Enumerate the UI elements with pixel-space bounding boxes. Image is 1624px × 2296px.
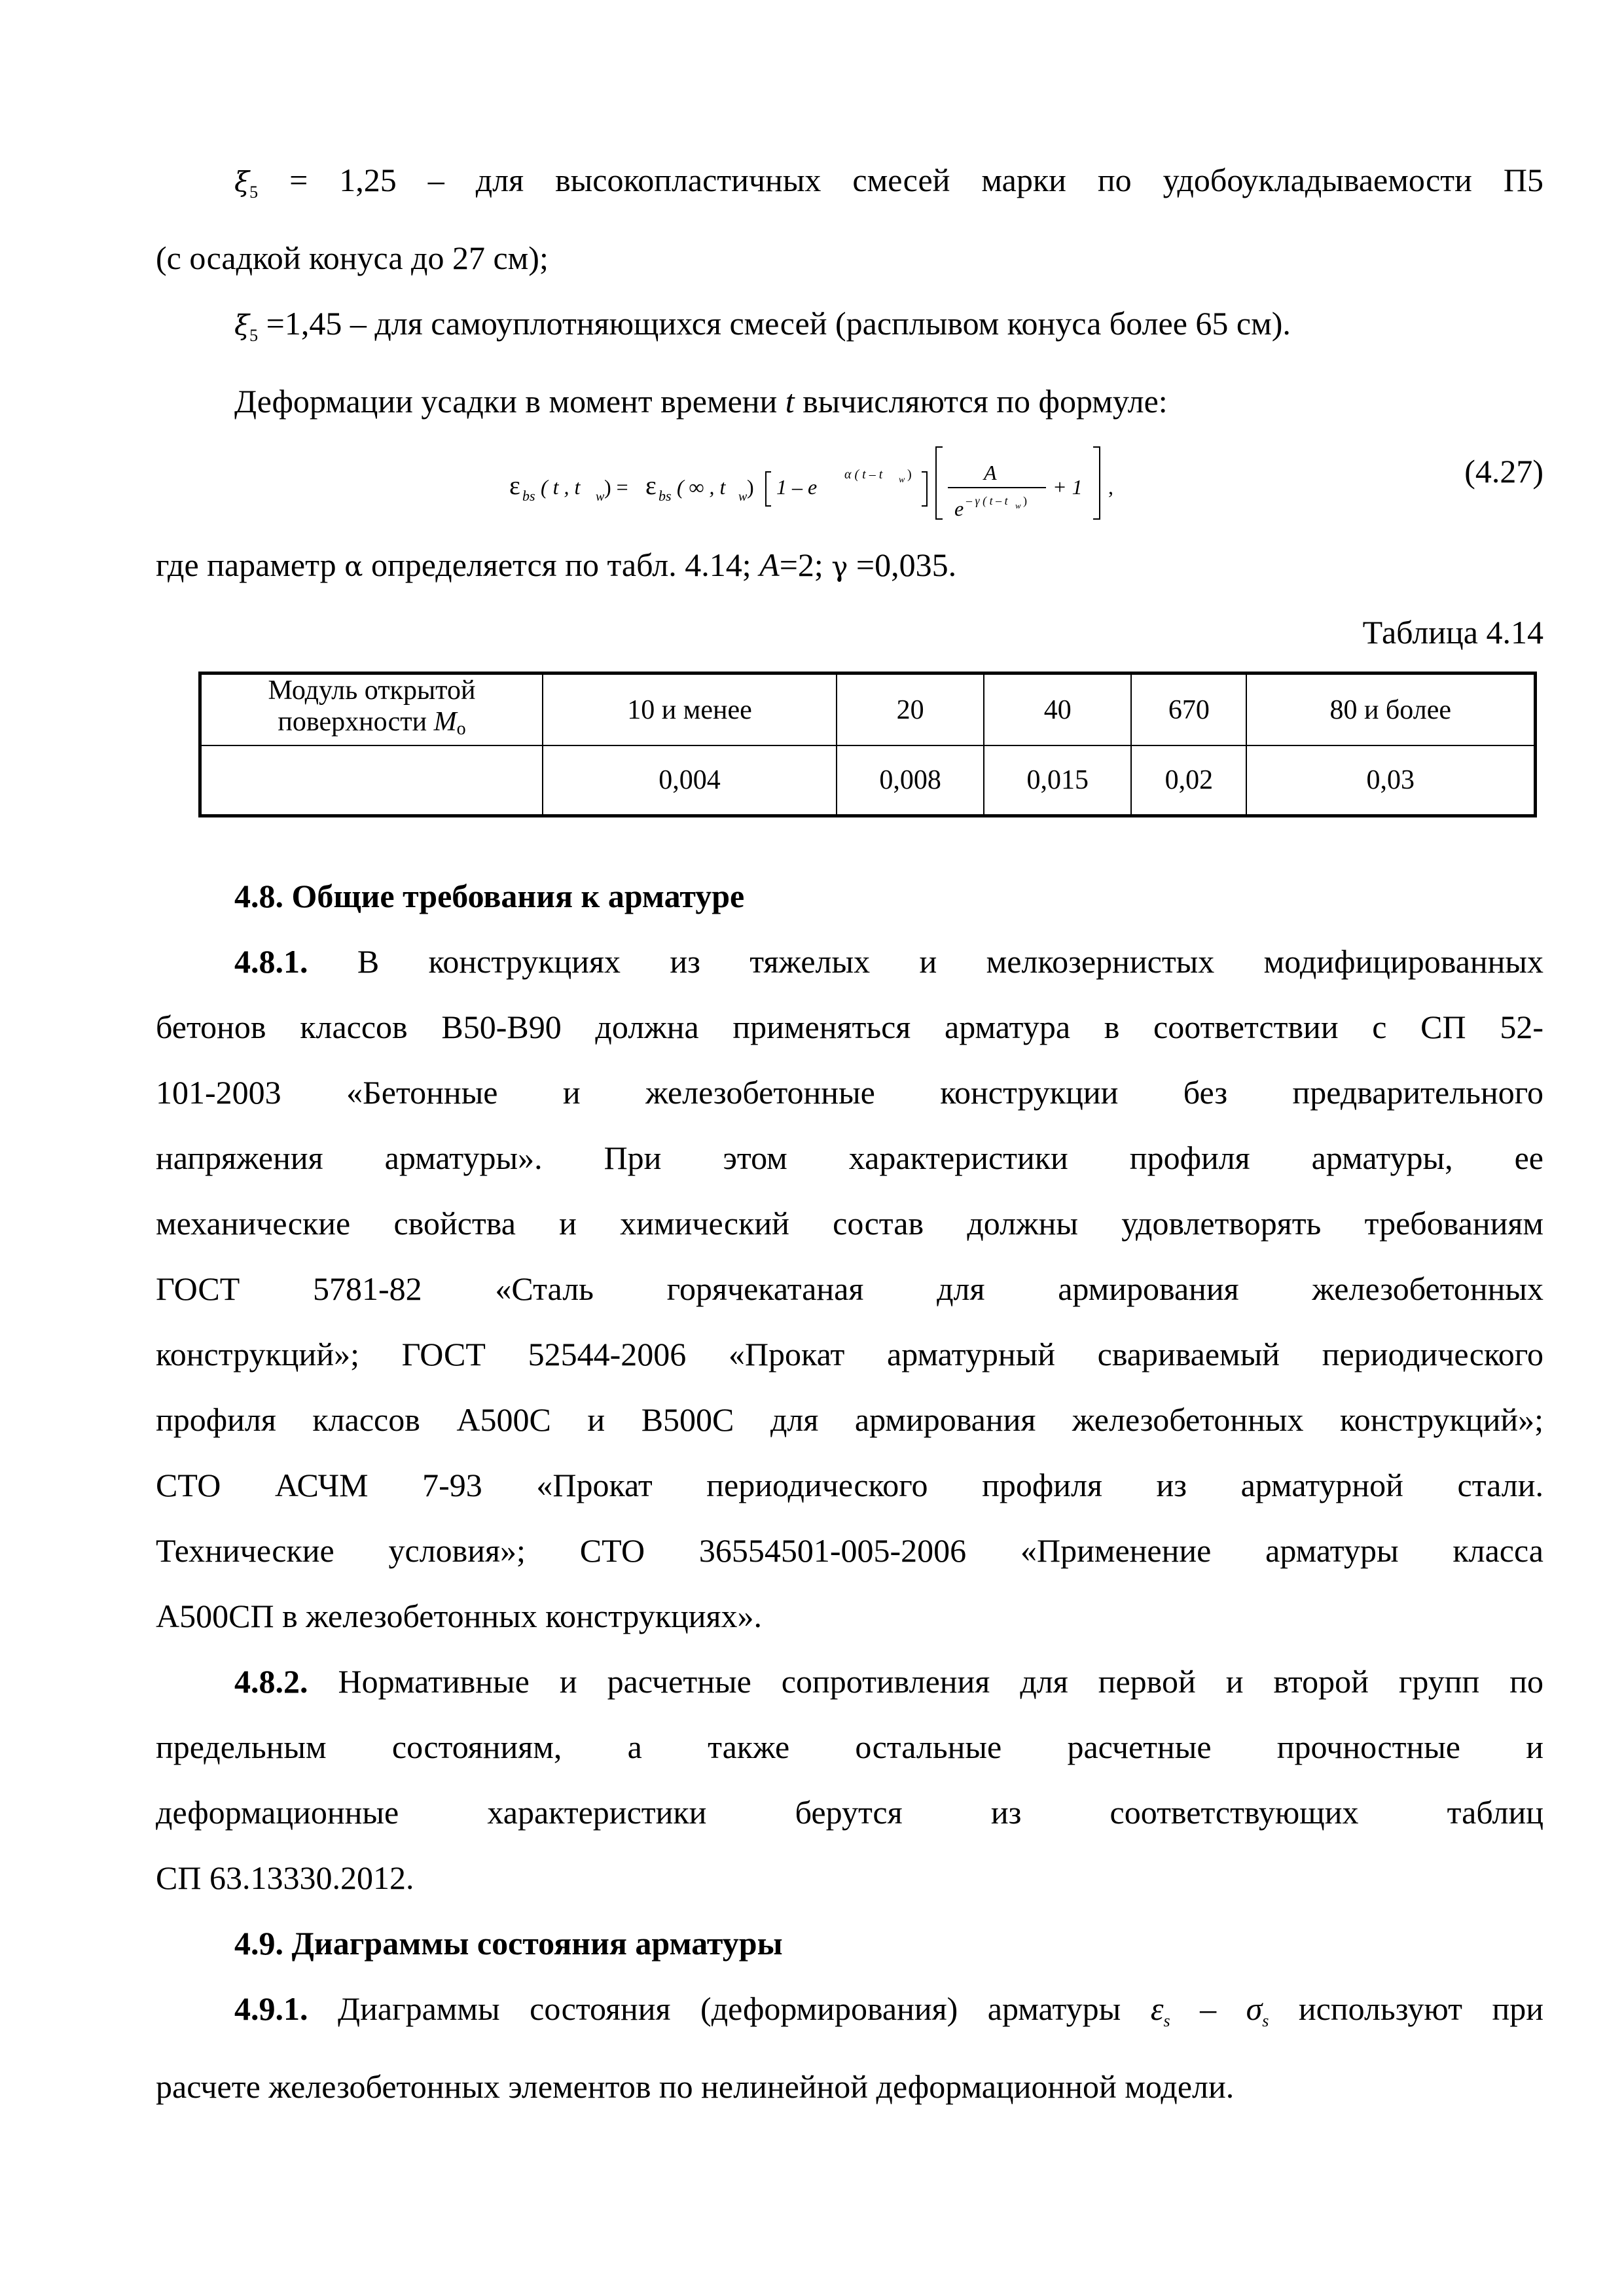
paragraph-shrinkage [156, 368, 1543, 434]
paragraph-line: механические свойства и химический состав должны удовлетворять требованиям [156, 1205, 1543, 1242]
close-paren: ) [747, 475, 754, 499]
one-minus-e: 1 – e [776, 475, 818, 499]
table-cell: 0,004 [543, 745, 837, 816]
clause-number: 4.8.2. [234, 1663, 308, 1700]
table-cell: 40 [984, 673, 1131, 746]
exponent-1: α ( t – t [844, 467, 883, 482]
table-cell: 10 и менее [543, 673, 837, 746]
line-text: Диаграммы состояния (деформирования) арматуры [308, 1990, 1151, 2027]
formula-4-27 [156, 434, 1543, 532]
left-bracket [766, 472, 771, 506]
equals-sign: ) = [604, 475, 628, 499]
time-variable: t [785, 383, 795, 420]
fraction-numerator: A [984, 461, 997, 484]
table-cell: 20 [837, 673, 984, 746]
section-heading-4-8: 4.8. Общие требования к арматуре [234, 878, 745, 914]
text-fragment: Деформации усадки в момент времени [234, 383, 785, 420]
right-bracket [922, 472, 927, 506]
paragraph-xi5-p5 [156, 147, 1543, 225]
paragraph-text: =1,45 – для самоуплотняющихся смесей (расплывом конуса более 65 см). [258, 305, 1291, 342]
paragraph-line [156, 1649, 1543, 1714]
table-cell: 0,02 [1131, 745, 1246, 816]
line-text: Нормативные и расчетные сопротивления для первой и второй групп по [308, 1663, 1543, 1700]
s-subscript: s [1262, 2011, 1269, 2030]
line-text: В конструкциях из тяжелых и мелкозернистых модифицированных [308, 943, 1543, 980]
surface-modulus-table [198, 672, 1537, 817]
denominator-exponent: – γ ( t – t [966, 494, 1008, 507]
modulus-subscript: о [456, 719, 466, 739]
paragraph-xi5-self [156, 291, 1543, 368]
dash: – [1170, 1990, 1246, 2027]
formula-args-2: ( ∞ , t [677, 475, 726, 499]
table-cell: 0,015 [984, 745, 1131, 816]
paragraph-line: напряжения арматуры». При этом характеристики профиля арматуры, ее [156, 1139, 1543, 1176]
eps-symbol: ε [509, 471, 520, 500]
table-header-label [200, 673, 543, 746]
paragraph-line [156, 929, 1543, 994]
paragraph-line: деформационные характеристики берутся из соответствующих таблиц [156, 1794, 1543, 1831]
clause-number: 4.9.1. [234, 1990, 308, 2027]
section-heading-4-9: 4.9. Диаграммы состояния арматуры [234, 1925, 783, 1962]
bs-subscript: bs [522, 488, 535, 504]
xi-subscript: 5 [249, 326, 259, 345]
text-fragment: =2; [779, 547, 832, 583]
bs-subscript: bs [659, 488, 672, 504]
table-cell: 670 [1131, 673, 1246, 746]
formula-comma: , [1108, 475, 1113, 499]
xi-symbol: ξ [234, 166, 250, 198]
exponent-close: ) [907, 467, 912, 482]
paragraph-line: расчете железобетонных элементов по нелинейной деформационной модели. [156, 2068, 1235, 2105]
xi-symbol: ξ [234, 309, 250, 341]
text-fragment: вычисляются по формуле: [794, 383, 1168, 420]
paragraph-line: СТО АСЧМ 7-93 «Прокат периодического профиля из арматурной стали. [156, 1467, 1543, 1503]
plus-one: + 1 [1053, 475, 1083, 499]
xi-subscript: 5 [249, 183, 259, 202]
w-subscript: w [899, 475, 905, 485]
eps-symbol: ε [645, 471, 657, 500]
epsilon-symbol: ε [1150, 1990, 1164, 2027]
paragraph-line: 101-2003 «Бетонные и железобетонные конструкции без предварительного [156, 1074, 1543, 1111]
paragraph-4-8-1 [156, 929, 1543, 1649]
shrinkage-formula [496, 440, 1151, 526]
w-subscript: w [596, 490, 605, 504]
paragraph-4-9-1 [156, 1976, 1543, 2119]
s-subscript: s [1163, 2011, 1170, 2030]
table-row [200, 745, 1536, 816]
paragraph-text: = 1,25 – для высокопластичных смесей марки по удобоукладываемости П5 [258, 162, 1543, 198]
header-line: поверхности [278, 707, 434, 737]
paragraph-params [156, 532, 1543, 600]
paragraph-4-8-2 [156, 1649, 1543, 1910]
paragraph-line: профиля классов А500С и В500С для армирования железобетонных конструкций»; [156, 1401, 1543, 1438]
text-fragment: где параметр [156, 547, 345, 583]
paragraph-line: Технические условия»; СТО 36554501-005-2006 «Применение арматуры класса [156, 1532, 1543, 1569]
sigma-symbol: σ [1246, 1990, 1263, 2027]
document-page [156, 147, 1543, 2119]
clause-number: 4.8.1. [234, 943, 308, 980]
left-bracket-2 [936, 447, 943, 519]
w-subscript: w [738, 490, 748, 504]
table-row-label [200, 745, 543, 816]
w-subscript: w [1015, 501, 1021, 511]
paragraph-line: ГОСТ 5781-82 «Сталь горячекатаная для армирования железобетонных [156, 1270, 1543, 1307]
table-cell: 80 и более [1246, 673, 1535, 746]
gamma-symbol: γ [831, 550, 848, 583]
paragraph-line: СП 63.13330.2012. [156, 1859, 414, 1896]
paragraph-line: А500СП в железобетонных конструкциях». [156, 1598, 763, 1634]
formula-args-1: ( t , t [541, 475, 581, 499]
spacer [156, 817, 1543, 863]
header-line: Модуль открытой [268, 675, 476, 706]
table-cell: 0,008 [837, 745, 984, 816]
line-text: используют при [1269, 1990, 1543, 2027]
formula-number: (4.27) [1464, 453, 1543, 490]
paragraph-line: предельным состояниям, а также остальные расчетные прочностные и [156, 1729, 1543, 1765]
paragraph-line [156, 1976, 1543, 2054]
paragraph-line: бетонов классов В50-В90 должна применяться арматура в соответствии с СП 52- [156, 1009, 1543, 1045]
table-row [200, 673, 1536, 746]
denominator-close: ) [1023, 494, 1027, 507]
denominator-e: e [954, 497, 964, 520]
table-cell: 0,03 [1246, 745, 1535, 816]
paragraph-line: конструкций»; ГОСТ 52544-2006 «Прокат арматурный свариваемый периодического [156, 1336, 1543, 1372]
table-caption: Таблица 4.14 [1362, 614, 1543, 651]
right-bracket-2 [1093, 447, 1100, 519]
modulus-variable: M [433, 707, 457, 737]
alpha-symbol: α [344, 550, 363, 583]
paragraph-cone: (с осадкой конуса до 27 см); [156, 240, 549, 276]
text-fragment: =0,035. [848, 547, 957, 583]
a-variable: A [759, 547, 780, 583]
text-fragment: определяется по табл. 4.14; [363, 547, 760, 583]
